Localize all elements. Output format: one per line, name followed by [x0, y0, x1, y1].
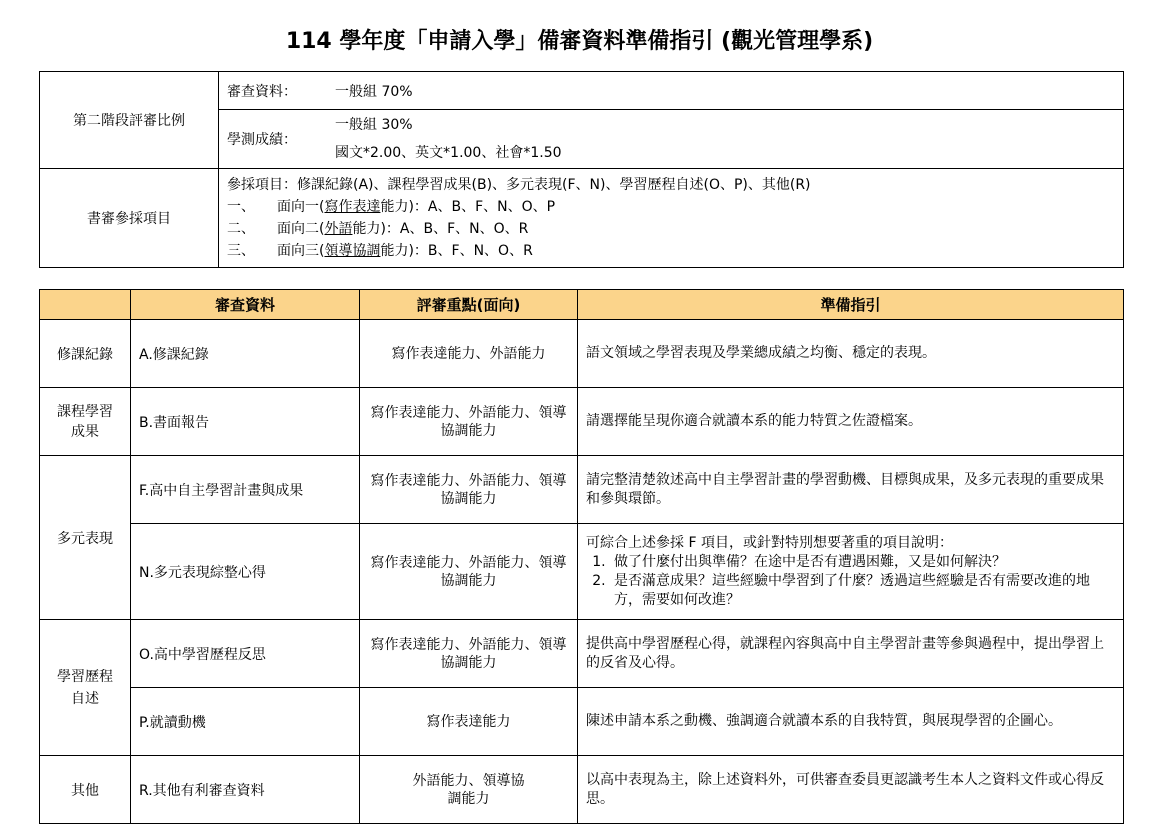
material-cell: A.修課紀錄: [131, 320, 360, 388]
guide-cell: 請選擇能呈現你適合就讀本系的能力特質之佐證檔案。: [578, 388, 1124, 456]
guide-cell: 以高中表現為主，除上述資料外，可供審查委員更認識考生本人之資料文件或心得反思。: [578, 756, 1124, 824]
focus-cell: 寫作表達能力、外語能力、領導協調能力: [360, 524, 578, 620]
evaluation-summary-table: [39, 71, 1124, 268]
category-cell: 學習歷程自述: [40, 620, 131, 756]
material-cell: P.就讀動機: [131, 688, 360, 756]
guide-cell: 請完整清楚敘述高中自主學習計畫的學習動機、目標與成果，及多元表現的重要成果和參與環節。: [578, 456, 1124, 524]
table-row: [40, 620, 1124, 688]
table-row: [40, 320, 1124, 388]
stage2-label: 第二階段評審比例: [40, 72, 219, 169]
table-row: [40, 756, 1124, 824]
review-value: 一般組 70%: [335, 83, 413, 100]
material-cell: N.多元表現綜整心得: [131, 524, 360, 620]
category-cell: 其他: [40, 756, 131, 824]
exam-value: 一般組 30%: [335, 117, 413, 133]
guide-cell: 語文領域之學習表現及學業總成績之均衡、穩定的表現。: [578, 320, 1124, 388]
material-cell: R.其他有利審查資料: [131, 756, 360, 824]
review-ratio-cell: [219, 72, 1124, 110]
aspect-3: 三、 面向三(領導協調能力)：B、F、N、O、R: [227, 243, 533, 259]
material-cell: B.書面報告: [131, 388, 360, 456]
material-cell: O.高中學習歷程反思: [131, 620, 360, 688]
preparation-guide-table: [39, 289, 1124, 824]
page-title: 114 學年度「申請入學」備審資料準備指引 (觀光管理學系): [285, 29, 874, 54]
exam-ratio-cell: [219, 110, 1124, 169]
list-item: 2. 是否滿意成果？這些經驗中學習到了什麼？透過這些經驗是否有需要改進的地方，需要如何改進？: [610, 572, 1115, 610]
header-focus: 評審重點(面向): [360, 290, 578, 320]
items-label: 書審參採項目: [40, 169, 219, 268]
list-item: 1. 做了什麼付出與準備？在途中是否有遭遇困難，又是如何解決？: [610, 553, 1115, 572]
table-row: [40, 388, 1124, 456]
category-cell: 修課紀錄: [40, 320, 131, 388]
focus-cell: 寫作表達能力、外語能力、領導協調能力: [360, 620, 578, 688]
focus-cell: 寫作表達能力: [360, 688, 578, 756]
guide-cell: 可綜合上述參採 F 項目，或針對特別想要著重的項目說明： 1. 做了什麼付出與準備？在途中是否有遭遇困難，又是如何解決？ 2. 是否滿意成果？這些經驗中學習到了什麼？透過這些經驗是否有需要改進的地方，需要如何改進？: [578, 524, 1124, 620]
items-intro: 參採項目：修課紀錄(A)、課程學習成果(B)、多元表現(F、N)、學習歷程自述(O、P)、其他(R): [227, 177, 811, 193]
material-cell: F.高中自主學習計畫與成果: [131, 456, 360, 524]
exam-weights: 國文*2.00、英文*1.00、社會*1.50: [335, 145, 562, 161]
header-material: 審查資料: [131, 290, 360, 320]
review-label: 審查資料：: [227, 83, 297, 100]
focus-cell: 寫作表達能力、外語能力、領導協調能力: [360, 388, 578, 456]
focus-cell: 寫作表達能力、外語能力: [360, 320, 578, 388]
exam-label: 學測成績：: [227, 132, 297, 148]
category-cell: 多元表現: [40, 456, 131, 620]
aspect-2: 二、 面向二(外語能力)：A、B、F、N、O、R: [227, 221, 529, 237]
items-cell: [219, 169, 1124, 268]
header-guide: 準備指引: [578, 290, 1124, 320]
guide-cell: 陳述申請本系之動機、強調適合就讀本系的自我特質，與展現學習的企圖心。: [578, 688, 1124, 756]
category-cell: 課程學習成果: [40, 388, 131, 456]
focus-cell: 外語能力、領導協調能力: [360, 756, 578, 824]
header-category: [40, 290, 131, 320]
aspect-1: 一、 面向一(寫作表達能力)：A、B、F、N、O、P: [227, 199, 556, 215]
focus-cell: 寫作表達能力、外語能力、領導協調能力: [360, 456, 578, 524]
table-row: [40, 456, 1124, 524]
table-row: [40, 524, 1124, 620]
guide-cell: 提供高中學習歷程心得，就課程內容與高中自主學習計畫等參與過程中，提出學習上的反省及心得。: [578, 620, 1124, 688]
table-row: [40, 688, 1124, 756]
